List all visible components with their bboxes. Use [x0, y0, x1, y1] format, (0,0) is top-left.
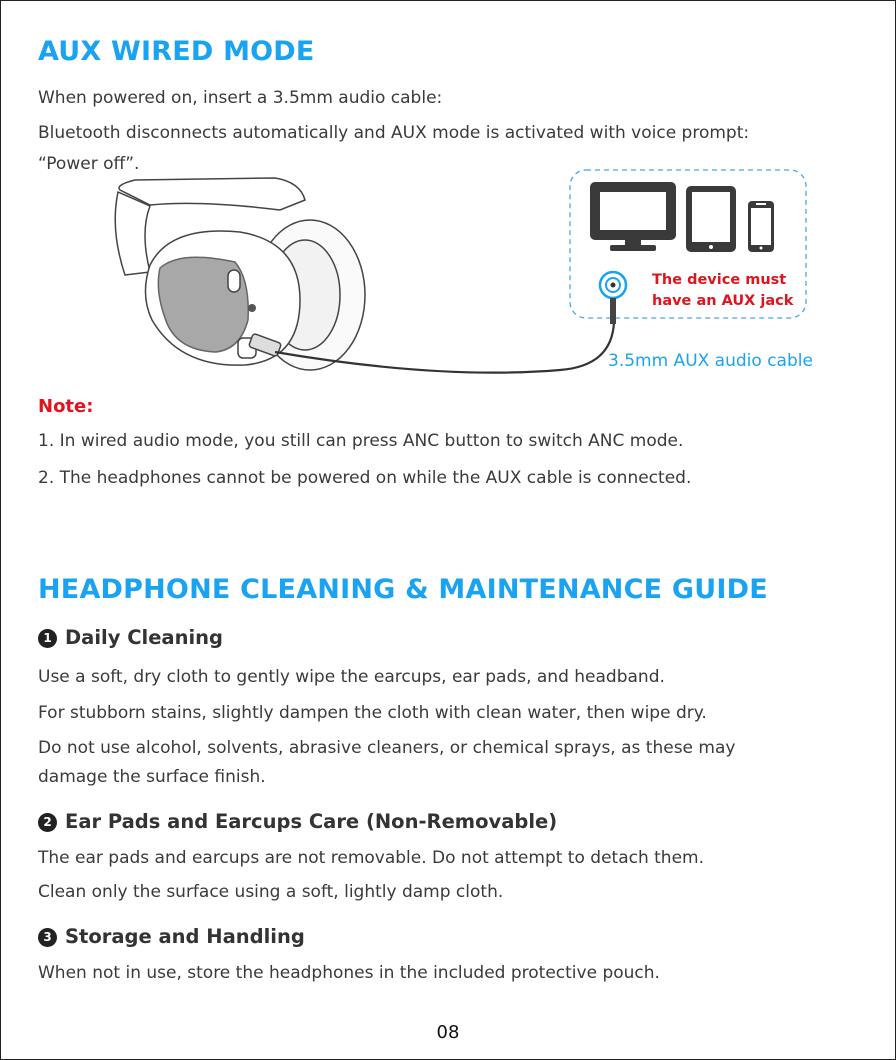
device-requirement-note [652, 270, 793, 312]
section-3-line-1: When not in use, store the headphones in the included protective pouch. [38, 963, 660, 983]
number-2-icon: 2 [38, 813, 57, 832]
section-3-heading [38, 925, 305, 948]
section-2-line-1: The ear pads and earcups are not removable. Do not attempt to detach them. [38, 848, 704, 868]
aux-title: AUX WIRED MODE [38, 36, 315, 67]
note-line-2: 2. The headphones cannot be powered on while the AUX cable is connected. [38, 468, 692, 488]
section-2-heading-text: Ear Pads and Earcups Care (Non-Removable) [65, 810, 558, 833]
monitor-icon [590, 182, 676, 251]
number-1-icon: 1 [38, 629, 57, 648]
headphones-illustration [115, 178, 365, 370]
section-1-line-4: damage the surface finish. [38, 767, 266, 787]
device-note-line-1: The device must [652, 272, 787, 288]
section-1-heading-text: Daily Cleaning [65, 626, 223, 649]
cable-label: 3.5mm AUX audio cable [608, 351, 813, 371]
note-line-1: 1. In wired audio mode, you still can press ANC button to switch ANC mode. [38, 431, 684, 451]
aux-illustration [0, 0, 896, 400]
section-1-line-3: Do not use alcohol, solvents, abrasive cleaners, or chemical sprays, as these may [38, 738, 736, 758]
section-2-line-2: Clean only the surface using a soft, lightly damp cloth. [38, 882, 504, 902]
section-1-heading [38, 626, 223, 649]
section-1-line-1: Use a soft, dry cloth to gently wipe the earcups, ear pads, and headband. [38, 667, 665, 687]
aux-line-2: Bluetooth disconnects automatically and AUX mode is activated with voice prompt: [38, 123, 750, 143]
section-3-heading-text: Storage and Handling [65, 925, 305, 948]
number-3-icon: 3 [38, 928, 57, 947]
section-1-line-2: For stubborn stains, slightly dampen the cloth with clean water, then wipe dry. [38, 703, 707, 723]
aux-line-1: When powered on, insert a 3.5mm audio cable: [38, 88, 443, 108]
note-title: Note: [38, 396, 94, 417]
aux-jack-icon [600, 272, 626, 324]
phone-icon [748, 201, 774, 252]
guide-title: HEADPHONE CLEANING & MAINTENANCE GUIDE [38, 574, 768, 605]
device-note-line-2: have an AUX jack [652, 293, 794, 309]
tablet-icon [686, 186, 736, 252]
section-2-heading [38, 810, 557, 833]
aux-line-3: “Power off”. [38, 154, 140, 174]
page-number: 08 [436, 1022, 460, 1043]
